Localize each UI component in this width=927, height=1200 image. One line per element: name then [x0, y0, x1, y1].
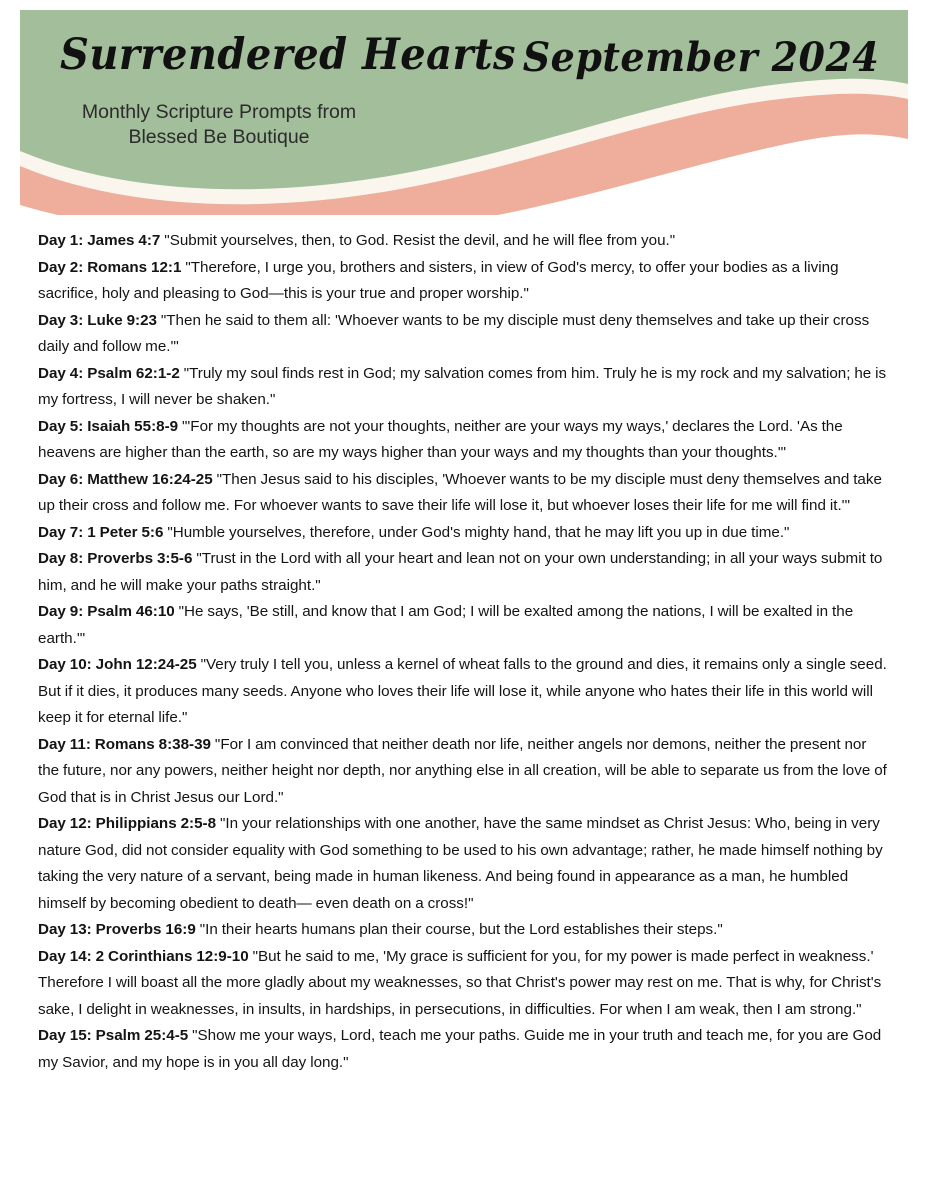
scripture-entry [38, 467, 890, 520]
header-subtitle-line-2: Blessed Be Boutique [128, 126, 310, 148]
scripture-entry [38, 255, 890, 308]
scripture-reference: Day 10: John 12:24-25 [38, 656, 197, 673]
scripture-entry [38, 308, 890, 361]
scripture-reference: Day 7: 1 Peter 5:6 [38, 523, 164, 541]
scripture-entry [38, 361, 890, 414]
issue-date: September 2024 [522, 34, 879, 81]
scripture-verse-text: "For I am convinced that neither death nor life, neither angels nor demons, neither the present nor the future, nor any powers, neither height nor depth, nor anything else in all creation, will be able to separate us from the love of God that is in Christ Jesus our Lord." [38, 735, 887, 806]
scripture-reference: Day 9: Psalm 46:10 [38, 603, 175, 620]
scripture-reference: Day 8: Proverbs 3:5-6 [38, 550, 193, 567]
scripture-reference: Day 6: Matthew 16:24-25 [38, 470, 213, 488]
scripture-verse-text: "Show me your ways, Lord, teach me your paths. Guide me in your truth and teach me, for you are God my Savior, and my hope is in you all day long." [38, 1027, 882, 1071]
scripture-reference: Day 13: Proverbs 16:9 [38, 921, 196, 938]
scripture-verse-text: "Truly my soul finds rest in God; my salvation comes from him. Truly he is my rock and my salvation; he is my fortress, I will never be shaken." [38, 364, 887, 408]
scripture-verse-text: "But he said to me, 'My grace is sufficient for you, for my power is made perfect in weakness.' Therefore I will boast all the more gladly about my weaknesses, so that Christ's power may rest on me. That is why, for Christ's sake, I delight in weaknesses, in insults, in hardships, in persecutions, in difficulties. For when I am weak, then I am strong." [38, 947, 882, 1018]
scripture-reference: Day 2: Romans 12:1 [38, 258, 182, 276]
scripture-entry [38, 944, 890, 1024]
scripture-entry [38, 228, 890, 255]
scripture-entry [38, 917, 890, 944]
scripture-reference: Day 15: Psalm 25:4-5 [38, 1027, 189, 1044]
scripture-reference: Day 1: James 4:7 [38, 232, 161, 249]
scripture-verse-text: "Humble yourselves, therefore, under God's mighty hand, that he may lift you up in due time." [167, 523, 790, 541]
scripture-entry [38, 652, 890, 732]
scripture-reference: Day 5: Isaiah 55:8-9 [38, 417, 179, 435]
header-wave-graphic [0, 0, 927, 215]
scripture-entry [38, 520, 890, 547]
scripture-verse-text: "Trust in the Lord with all your heart and lean not on your own understanding; in all your ways submit to him, and he will make your paths straight." [38, 550, 883, 594]
scripture-entry [38, 811, 890, 917]
scripture-entry [38, 546, 890, 599]
scripture-entry [38, 1023, 890, 1076]
scripture-verse-text: "In your relationships with one another, have the same mindset as Christ Jesus: Who, being in very nature God, did not consider equality with God something to be used to his own advantage; rather, he made himself nothing by taking the very nature of a servant, being made in human likeness. And being found in appearance as a man, he humbled himself by becoming obedient to death— even death on a cross!" [38, 815, 883, 912]
scripture-reference: Day 3: Luke 9:23 [38, 311, 157, 329]
scripture-entry [38, 599, 890, 652]
header-banner [0, 0, 927, 215]
scripture-verse-text: "Very truly I tell you, unless a kernel of wheat falls to the ground and dies, it remains only a single seed. But if it dies, it produces many seeds. Anyone who loves their life will lose it, while anyone who hates their life in this world will keep it for eternal life." [38, 656, 887, 726]
scripture-verse-text: "Submit yourselves, then, to God. Resist the devil, and he will flee from you." [164, 232, 676, 249]
scripture-list [38, 228, 890, 1076]
scripture-entry [38, 732, 890, 812]
scripture-entry [38, 414, 890, 467]
page-title: Surrendered Hearts [60, 30, 516, 80]
scripture-reference: Day 12: Philippians 2:5-8 [38, 815, 217, 832]
scripture-verse-text: "Therefore, I urge you, brothers and sisters, in view of God's mercy, to offer your bodies as a living sacrifice, holy and pleasing to God—this is your true and proper worship." [38, 258, 839, 302]
scripture-verse-text: "'For my thoughts are not your thoughts, neither are your ways my ways,' declares the Lord. 'As the heavens are higher than the earth, so are my ways higher than your ways and my thoughts than your thoughts.'" [38, 417, 843, 461]
header-subtitle-line-1: Monthly Scripture Prompts from [81, 101, 357, 123]
scripture-verse-text: "In their hearts humans plan their course, but the Lord establishes their steps." [199, 921, 723, 938]
scripture-reference: Day 11: Romans 8:38-39 [38, 735, 211, 753]
scripture-reference: Day 14: 2 Corinthians 12:9-10 [38, 947, 249, 965]
scripture-verse-text: "Then he said to them all: 'Whoever wants to be my disciple must deny themselves and take up their cross daily and follow me.'" [38, 311, 870, 355]
scripture-verse-text: "He says, 'Be still, and know that I am God; I will be exalted among the nations, I will be exalted in the earth.'" [38, 603, 854, 647]
scripture-verse-text: "Then Jesus said to his disciples, 'Whoever wants to be my disciple must deny themselves and take up their cross and follow me. For whoever wants to save their life will lose it, but whoever loses their life for me will find it.'" [38, 470, 882, 514]
scripture-reference: Day 4: Psalm 62:1-2 [38, 364, 180, 382]
